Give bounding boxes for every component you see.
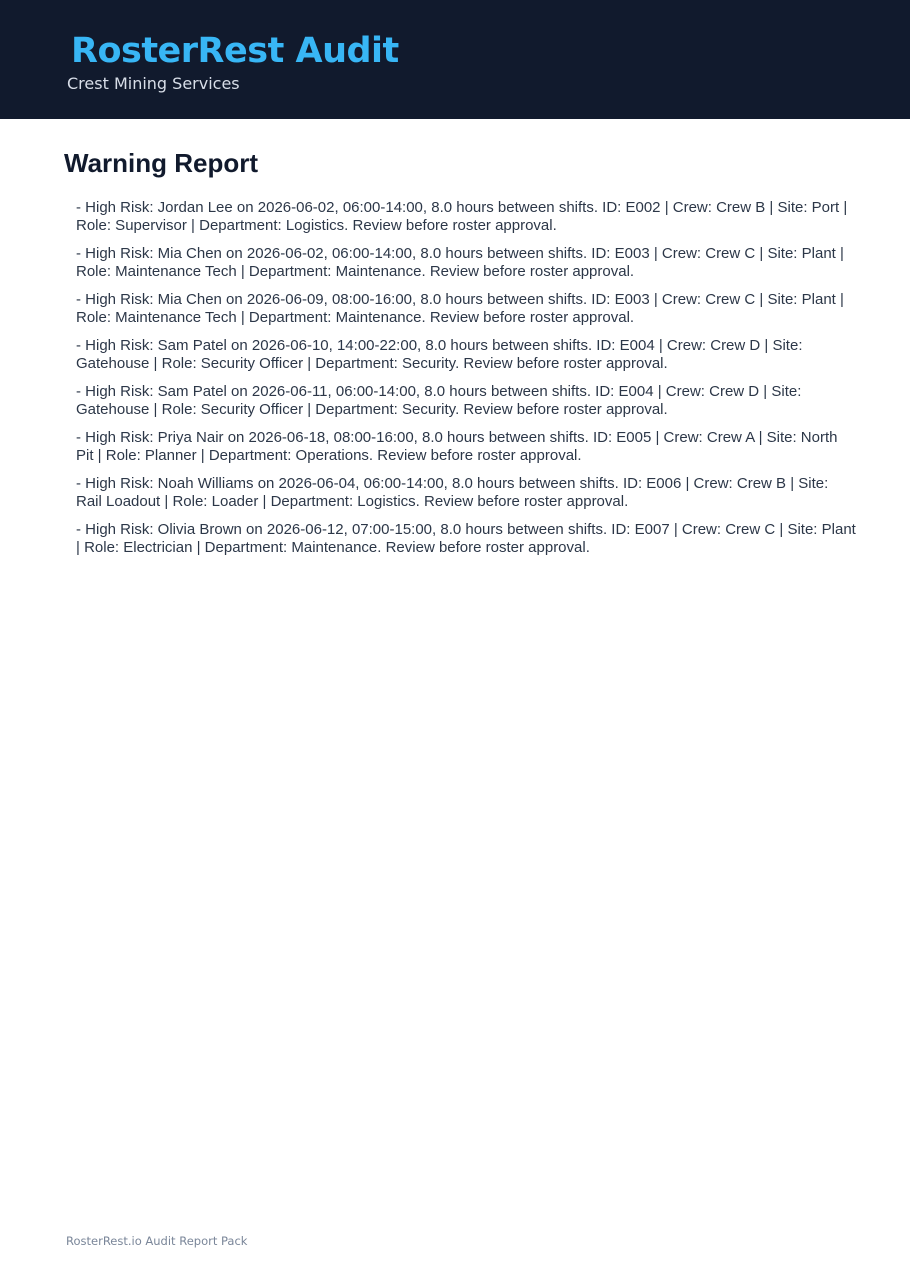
warning-list xyxy=(76,199,856,567)
warning-item: - High Risk: Noah Williams on 2026-06-04, 06:00-14:00, 8.0 hours between shifts. ID: E006 | Crew: Crew B | Site: Rail Loadout | Role: Loader | Department: Logistics. Review before roster approval. xyxy=(76,475,829,510)
page-footer: RosterRest.io Audit Report Pack xyxy=(66,1234,248,1248)
warning-item: - High Risk: Mia Chen on 2026-06-02, 06:00-14:00, 8.0 hours between shifts. ID: E003 | Crew: Crew C | Site: Plant | Role: Maintenance Tech | Department: Maintenance. Review before roster approval. xyxy=(76,245,844,280)
company-name: Crest Mining Services xyxy=(67,74,240,93)
warning-item: - High Risk: Priya Nair on 2026-06-18, 08:00-16:00, 8.0 hours between shifts. ID: E005 | Crew: Crew A | Site: North Pit | Role: Planner | Department: Operations. Review before roster approval. xyxy=(76,429,838,464)
warning-item: - High Risk: Sam Patel on 2026-06-11, 06:00-14:00, 8.0 hours between shifts. ID: E004 | Crew: Crew D | Site: Gatehouse | Role: Security Officer | Department: Security. Review before roster approval. xyxy=(76,383,802,418)
warning-item: - High Risk: Olivia Brown on 2026-06-12, 07:00-15:00, 8.0 hours between shifts. ID: E007 | Crew: Crew C | Site: Plant | Role: Electrician | Department: Maintenance. Review before roster approval. xyxy=(76,521,856,556)
warning-item: - High Risk: Jordan Lee on 2026-06-02, 06:00-14:00, 8.0 hours between shifts. ID: E002 | Crew: Crew B | Site: Port | Role: Supervisor | Department: Logistics. Review before roster approval. xyxy=(76,199,848,234)
report-header xyxy=(0,0,910,119)
warning-item: - High Risk: Sam Patel on 2026-06-10, 14:00-22:00, 8.0 hours between shifts. ID: E004 | Crew: Crew D | Site: Gatehouse | Role: Security Officer | Department: Security. Review before roster approval. xyxy=(76,337,803,372)
report-title: Warning Report xyxy=(64,148,259,178)
app-title: RosterRest Audit xyxy=(71,31,399,71)
warning-item: - High Risk: Mia Chen on 2026-06-09, 08:00-16:00, 8.0 hours between shifts. ID: E003 | Crew: Crew C | Site: Plant | Role: Maintenance Tech | Department: Maintenance. Review before roster approval. xyxy=(76,291,844,326)
